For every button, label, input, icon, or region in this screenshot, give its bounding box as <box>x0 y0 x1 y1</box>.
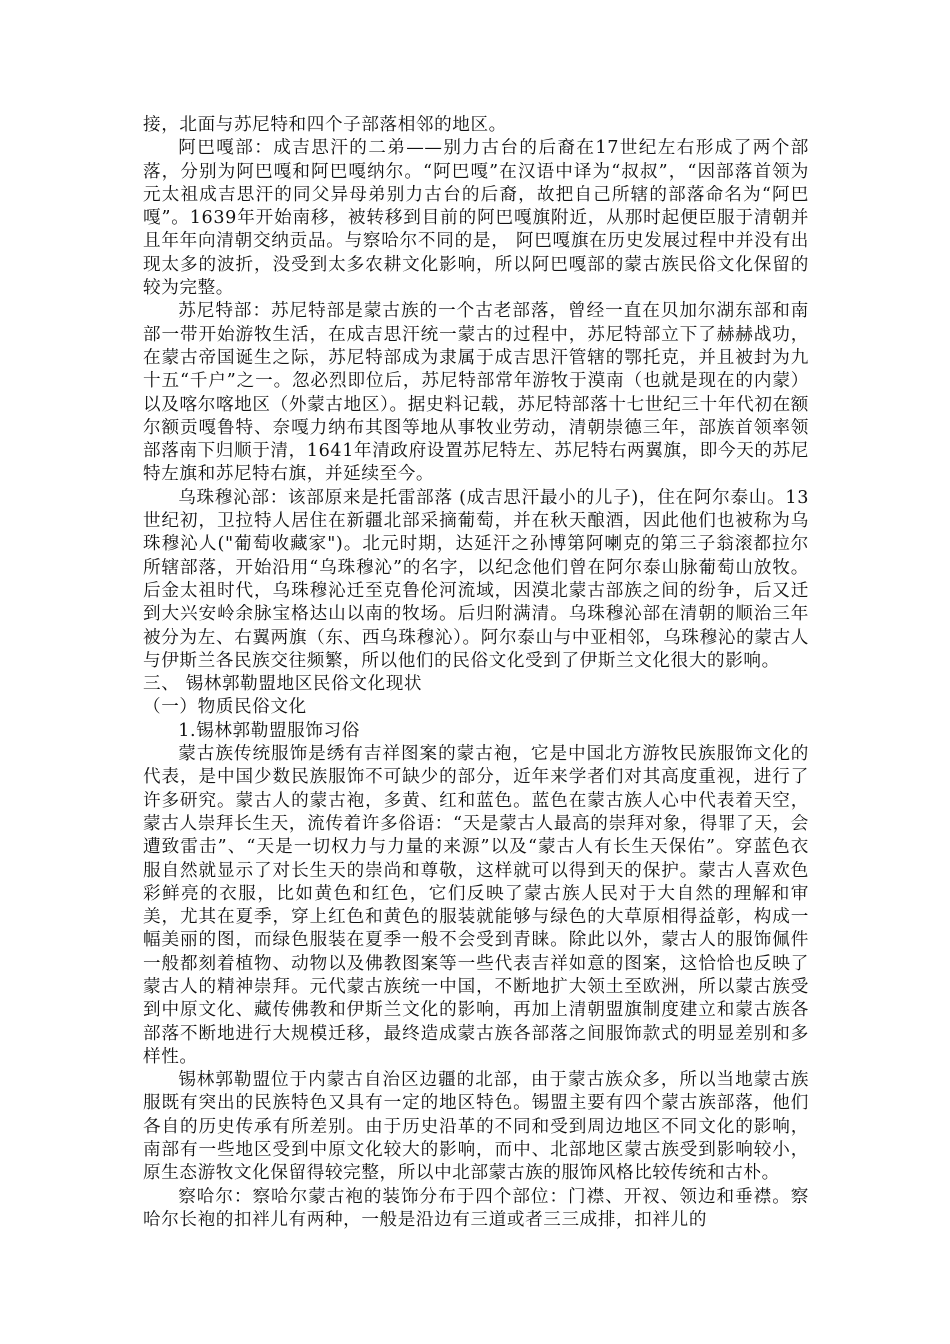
subsection-heading: （一）物质民俗文化 <box>143 697 307 718</box>
document-body <box>143 114 809 1232</box>
paragraph-abaga: 阿巴嘎部：成吉思汗的二弟——别力古台的后裔在17世纪左右形成了两个部落，分别为阿巴嘎和阿巴嘎纳尔。“阿巴嘎”在汉语中译为“叔叔”，“因部落首领为元太祖成吉思汗的同父异母弟别力古台的后裔，故把自己所辖的部落命名为“阿巴嘎”。1639年开始南移，被转移到目前的阿巴嘎旗附近，从那时起便臣服于清朝并且年年向清朝交纳贡品。与察哈尔不同的是， 阿巴嘎旗在历史发展过程中并没有出现太多的波折，没受到太多农耕文化影响，所以阿巴嘎部的蒙古族民俗文化保留的较为完整。 <box>143 138 809 299</box>
paragraph-ujumchin: 乌珠穆沁部：该部原来是托雷部落 (成吉思汗最小的儿子)，住在阿尔泰山。13世纪初，卫拉特人居住在新疆北部采摘葡萄，并在秋天酿酒，因此他们也被称为乌珠穆沁人("葡萄收藏家")。北元时期，达延汗之孙博第阿喇克的第三子翁滚都拉尔所辖部落，开始沿用“乌珠穆沁”的名字，以纪念他们曾在阿尔泰山脉葡萄山放牧。后金太祖时代，乌珠穆沁迁至克鲁伦河流域，因漠北蒙古部族之间的纷争，后又迁到大兴安岭余脉宝格达山以南的牧场。后归附满清。乌珠穆沁部在清朝的顺治三年被分为左、右翼两旗（东、西乌珠穆沁）。阿尔泰山与中亚相邻，乌珠穆沁的蒙古人与伊斯兰各民族交往频繁，所以他们的民俗文化受到了伊斯兰文化很大的影响。 <box>143 487 809 671</box>
section-heading: 三、 锡林郭勒盟地区民俗文化现状 <box>143 674 423 695</box>
paragraph-chahar: 察哈尔：察哈尔蒙古袍的装饰分布于四个部位：门襟、开衩、领边和垂襟。察哈尔长袍的扣袢儿有两种，一般是沿边有三道或者三三成排，扣袢儿的 <box>143 1186 809 1230</box>
subsubsection-heading: 1.锡林郭勒盟服饰习俗 <box>178 720 360 741</box>
paragraph-sunit: 苏尼特部：苏尼特部是蒙古族的一个古老部落，曾经一直在贝加尔湖东部和南部一带开始游牧生活，在成吉思汗统一蒙古的过程中，苏尼特部立下了赫赫战功，在蒙古帝国诞生之际，苏尼特部成为隶属于成吉思汗管辖的鄂托克，并且被封为九十五“千户”之一。忽必烈即位后，苏尼特部常年游牧于漠南（也就是现在的内蒙）以及喀尔喀地区（外蒙古地区）。据史料记载，苏尼特部落十七世纪三十年代初在额尔额贡嘎鲁特、奈嘎力纳布其图等地从事牧业劳动，清朝崇德三年，部族首领率领部落南下归顺于清，1641年清政府设置苏尼特左、苏尼特右两翼旗，即今天的苏尼特左旗和苏尼特右旗，并延续至今。 <box>143 301 809 485</box>
paragraph-intro-continuation: 接，北面与苏尼特和四个子部落相邻的地区。 <box>143 115 507 135</box>
paragraph-mongolian-robe: 蒙古族传统服饰是绣有吉祥图案的蒙古袍，它是中国北方游牧民族服饰文化的代表，是中国少数民族服饰不可缺少的部分，近年来学者们对其高度重视，进行了许多研究。蒙古人的蒙古袍，多黄、红和蓝色。蓝色在蒙古族人心中代表着天空，蒙古人崇拜长生天，流传着许多俗语：“天是蒙古人最高的崇拜对象，得罪了天，会遭致雷击”、“天是一切权力与力量的来源”以及“蒙古人有长生天保佑”。穿蓝色衣服自然就显示了对长生天的崇尚和尊敬，这样就可以得到天的保护。蒙古人喜欢色彩鲜亮的衣服，比如黄色和红色，它们反映了蒙古族人民对于大自然的理解和审美，尤其在夏季，穿上红色和黄色的服装就能够与绿色的大草原相得益彰，构成一幅美丽的图，而绿色服装在夏季一般不会受到青睐。除此以外，蒙古人的服饰佩件一般都刻着植物、动物以及佛教图案等一些代表吉祥如意的图案，这恰恰也反映了蒙古人的精神崇拜。元代蒙古族统一中国，不断地扩大领土至欧洲，所以蒙古族受到中原文化、藏传佛教和伊斯兰文化的影响，再加上清朝盟旗制度建立和蒙古族各部落不断地进行大规模迁移，最终造成蒙古族各部落之间服饰款式的明显差别和多样性。 <box>143 744 809 1067</box>
paragraph-xilingol: 锡林郭勒盟位于内蒙古自治区边疆的北部，由于蒙古族众多，所以当地蒙古族服既有突出的民族特色又具有一定的地区特色。锡盟主要有四个蒙古族部落，他们各自的历史传承有所差别。由于历史沿革的不同和受到周边地区不同文化的影响，南部有一些地区受到中原文化较大的影响，而中、北部地区蒙古族受到影响较小，原生态游牧文化保留得较完整，所以中北部蒙古族的服饰风格比较传统和古朴。 <box>143 1070 809 1184</box>
